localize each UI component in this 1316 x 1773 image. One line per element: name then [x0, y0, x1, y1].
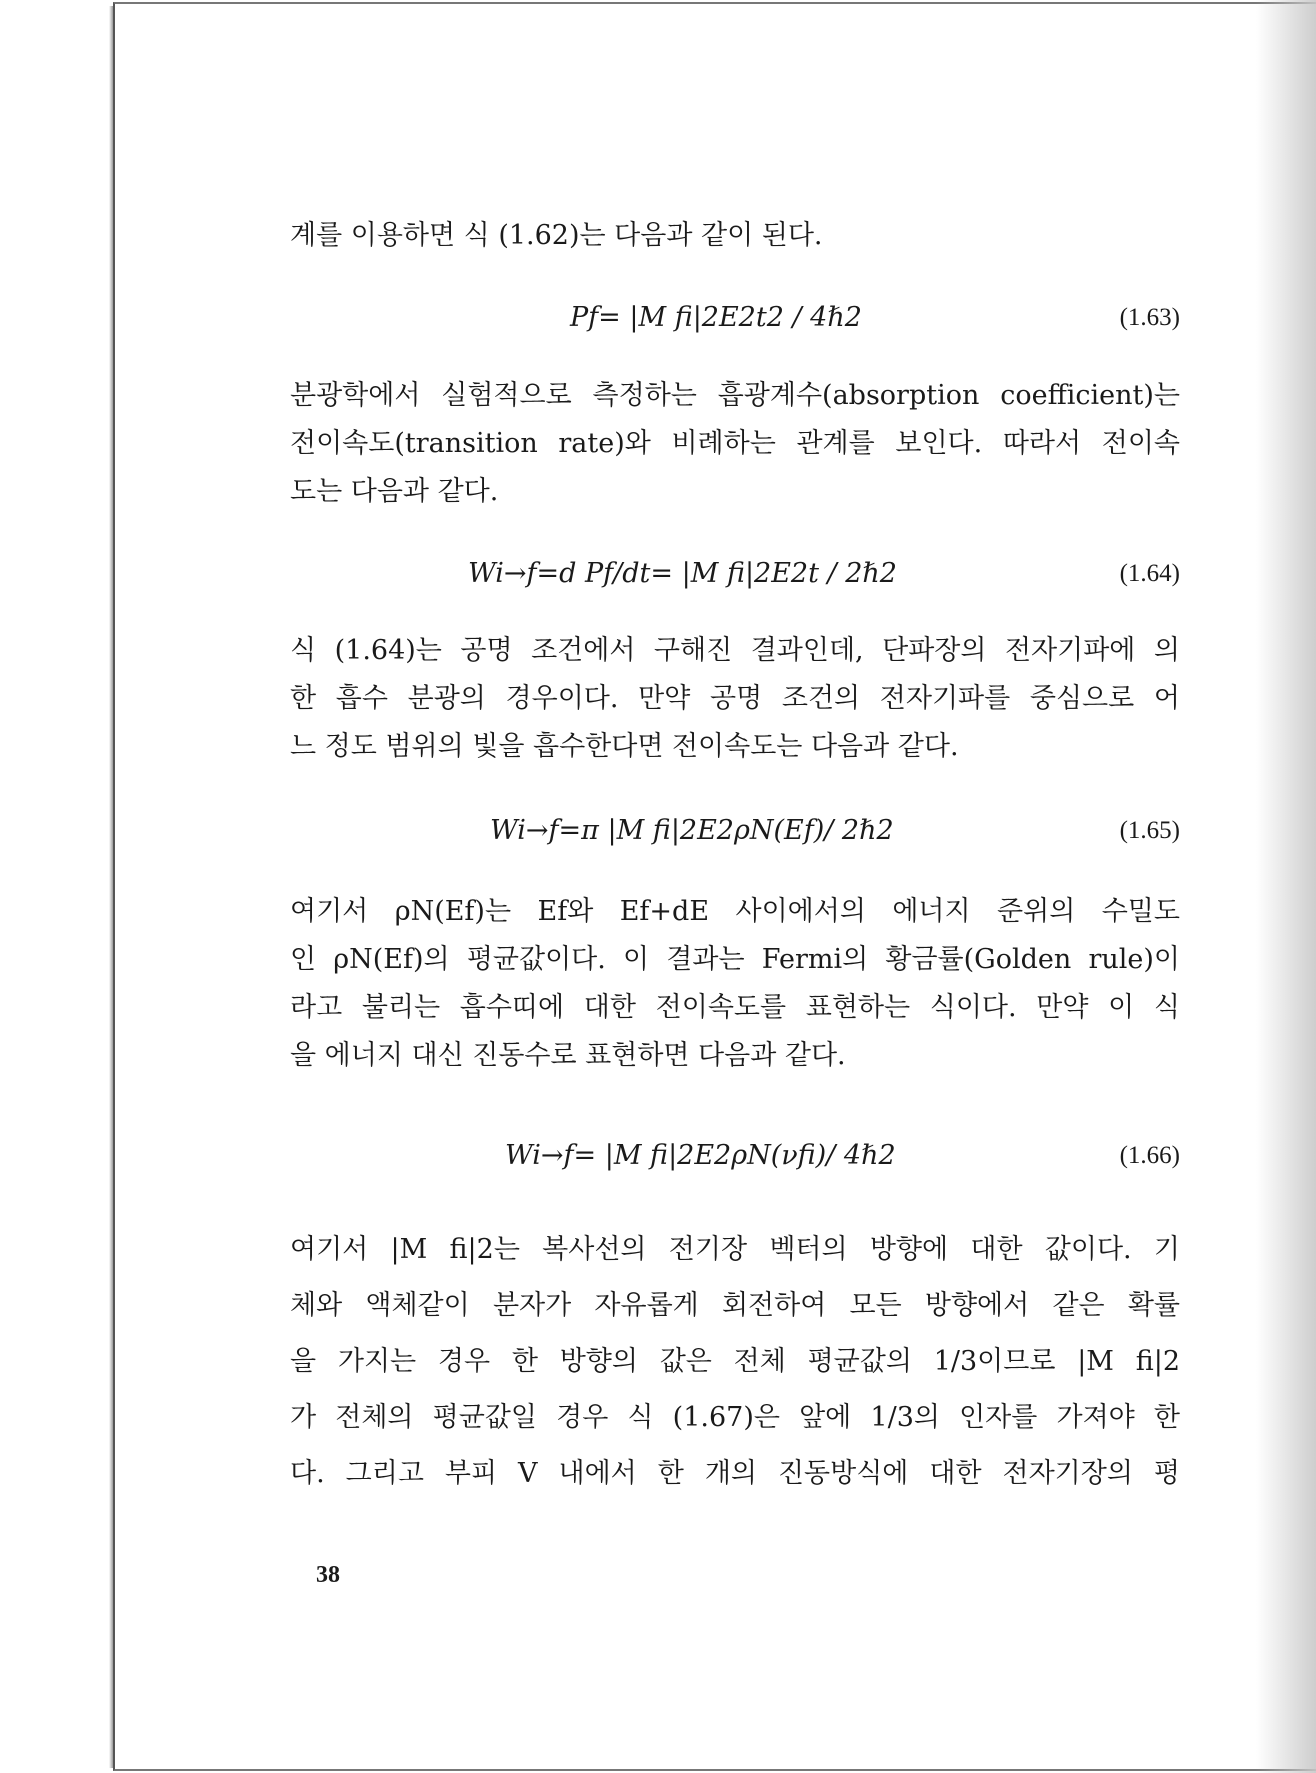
equation-number: (1.63): [1119, 304, 1180, 331]
equation-row: [290, 803, 1180, 859]
text-line: 다. 그리고 부피 V 내에서 한 개의 진동방식에 대한 전자기장의 평: [290, 1458, 1180, 1489]
paragraph-fermi: [290, 888, 1180, 1080]
equation-number: (1.66): [1119, 1142, 1180, 1169]
book-page: [113, 2, 1316, 1771]
text-line: 인 ρN(Ef)의 평균값이다. 이 결과는 Fermi의 황금률(Golden rule)이: [290, 944, 1180, 975]
equation-number: (1.65): [1119, 817, 1180, 844]
text-line: 계를 이용하면 식 (1.62)는 다음과 같이 된다.: [290, 220, 823, 251]
equation-row: [290, 290, 1180, 346]
text-line: 라고 불리는 흡수띠에 대한 전이속도를 표현하는 식이다. 만약 이 식: [290, 992, 1180, 1023]
equation-row: [290, 1128, 1180, 1184]
equation-row: [290, 546, 1180, 602]
text-line: 을 가지는 경우 한 방향의 값은 전체 평균값의 1/3이므로 |M fi|2: [290, 1346, 1180, 1377]
text-line: 을 에너지 대신 진동수로 표현하면 다음과 같다.: [290, 1040, 846, 1071]
text-line: 한 흡수 분광의 경우이다. 만약 공명 조건의 전자기파를 중심으로 어: [290, 683, 1180, 714]
paragraph-resonance: [290, 627, 1180, 771]
equation-1-63: Pf= |M fi|2E2t2 / 4ℏ2: [570, 302, 862, 333]
paragraph-absorption: [290, 372, 1180, 516]
text-line: 분광학에서 실험적으로 측정하는 흡광계수(absorption coefficient)는: [290, 380, 1180, 411]
text-line: 도는 다음과 같다.: [290, 476, 499, 507]
equation-1-66: Wi→f= |M fi|2E2ρN(νfi)/ 4ℏ2: [505, 1140, 896, 1171]
page-shadow: [1256, 0, 1316, 1773]
paragraph-direction: [290, 1222, 1180, 1502]
text-line: 체와 액체같이 분자가 자유롭게 회전하여 모든 방향에서 같은 확률: [290, 1290, 1180, 1321]
page-number: 38: [316, 1562, 340, 1588]
paragraph-intro: [290, 212, 1180, 260]
text-line: 느 정도 범위의 빛을 흡수한다면 전이속도는 다음과 같다.: [290, 731, 959, 762]
text-line: 여기서 |M fi|2는 복사선의 전기장 벡터의 방향에 대한 값이다. 기: [290, 1234, 1180, 1265]
text-line: 가 전체의 평균값일 경우 식 (1.67)은 앞에 1/3의 인자를 가져야 한: [290, 1402, 1180, 1433]
background-left: [0, 0, 110, 1773]
equation-1-64: Wi→f=d Pf/dt= |M fi|2E2t / 2ℏ2: [468, 558, 897, 589]
text-line: 식 (1.64)는 공명 조건에서 구해진 결과인데, 단파장의 전자기파에 의: [290, 635, 1180, 666]
equation-1-65: Wi→f=π |M fi|2E2ρN(Ef)/ 2ℏ2: [490, 815, 894, 846]
equation-number: (1.64): [1119, 560, 1180, 587]
text-line: 전이속도(transition rate)와 비례하는 관계를 보인다. 따라서 전이속: [290, 428, 1180, 459]
text-line: 여기서 ρN(Ef)는 Ef와 Ef+dE 사이에서의 에너지 준위의 수밀도: [290, 896, 1180, 927]
